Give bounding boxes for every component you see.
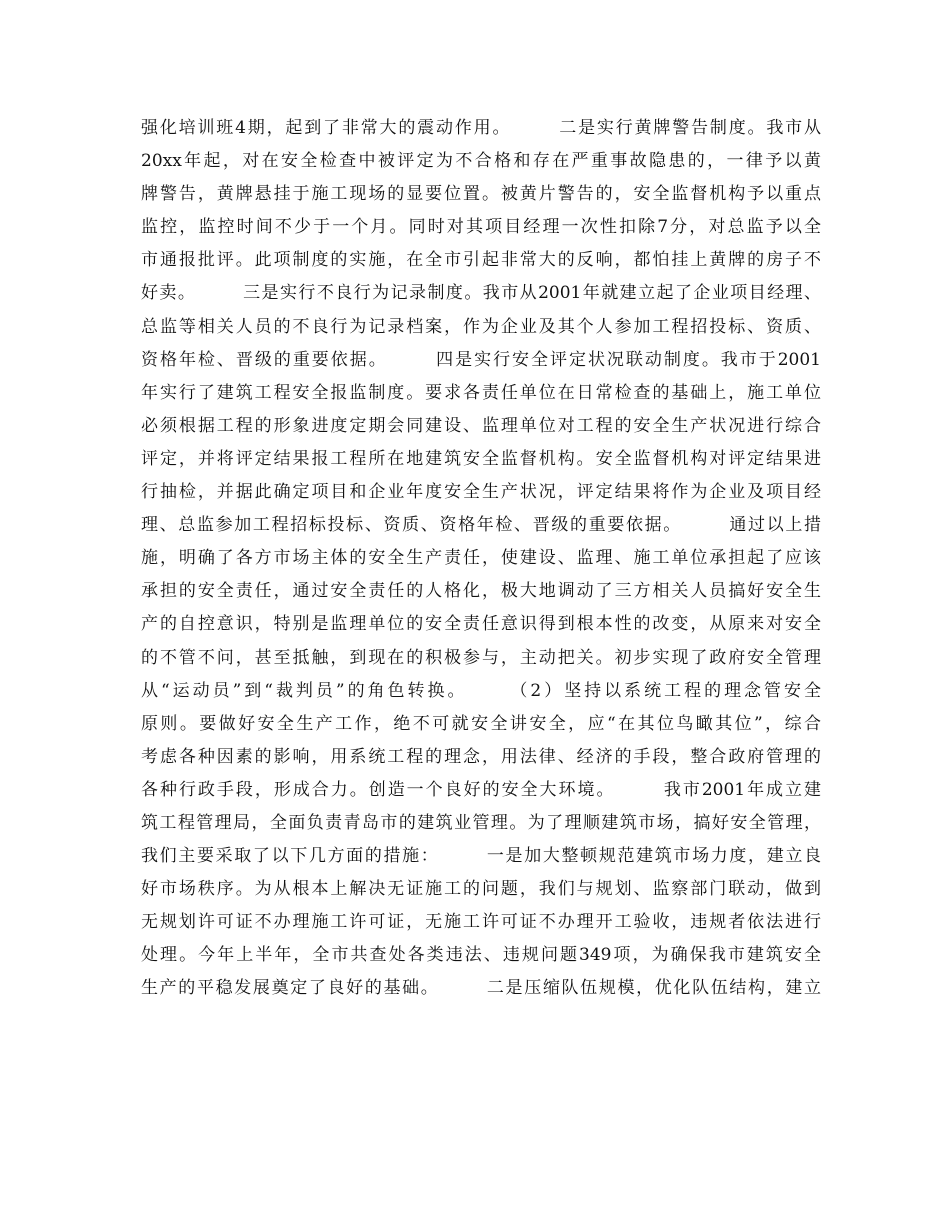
text-line: 考虑各种因素的影响，用系统工程的理念，用法律、经济的手段，整合政府管理的: [141, 746, 821, 767]
text-line: 从“运动员”到“裁判员”的角色转换。 （2）坚持以系统工程的理念管安全: [141, 680, 821, 701]
text-line: 产的自控意识，特别是监理单位的安全责任意识得到根本性的改变，从原来对安全: [141, 614, 821, 635]
text-line: 处理。今年上半年，全市共查处各类违法、违规问题349项，为确保我市建筑安全: [141, 945, 821, 966]
text-line: 评定，并将评定结果报工程所在地建筑安全监督机构。安全监督机构对评定结果进: [141, 448, 821, 469]
text-line: 承担的安全责任，通过安全责任的人格化，极大地调动了三方相关人员搞好安全生: [141, 581, 821, 602]
text-line: 资格年检、晋级的重要依据。 四是实行安全评定状况联动制度。我市于2001: [141, 349, 821, 370]
text-line: 好卖。 三是实行不良行为记录制度。我市从2001年就建立起了企业项目经理、: [141, 283, 821, 304]
text-line: 年实行了建筑工程安全报监制度。要求各责任单位在日常检查的基础上，施工单位: [141, 382, 821, 403]
text-line: 20xx年起，对在安全检查中被评定为不合格和存在严重事故隐患的，一律予以黄: [141, 151, 821, 172]
text-line: 生产的平稳发展奠定了良好的基础。 二是压缩队伍规模，优化队伍结构，建立: [141, 978, 821, 999]
text-line: 强化培训班4期，起到了非常大的震动作用。 二是实行黄牌警告制度。我市从: [141, 118, 821, 138]
text-line: 筑工程管理局，全面负责青岛市的建筑业管理。为了理顺建筑市场，搞好安全管理，: [141, 812, 821, 833]
body-text: [141, 112, 821, 1006]
text-line: 总监等相关人员的不良行为记录档案，作为企业及其个人参加工程招投标、资质、: [141, 316, 821, 337]
text-line: 原则。要做好安全生产工作，绝不可就安全讲安全，应“在其位鸟瞰其位”，综合: [141, 713, 821, 734]
text-line: 牌警告，黄牌悬挂于施工现场的显要位置。被黄片警告的，安全监督机构予以重点: [141, 184, 821, 205]
text-line: 监控，监控时间不少于一个月。同时对其项目经理一次性扣除7分，对总监予以全: [141, 217, 821, 238]
text-line: 我们主要采取了以下几方面的措施： 一是加大整顿规范建筑市场力度，建立良: [141, 846, 821, 867]
text-line: 无规划许可证不办理施工许可证，无施工许可证不办理开工验收，违规者依法进行: [141, 912, 821, 933]
text-line: 各种行政手段，形成合力。创造一个良好的安全大环境。 我市2001年成立建: [141, 779, 821, 800]
text-line: 市通报批评。此项制度的实施，在全市引起非常大的反响，都怕挂上黄牌的房子不: [141, 250, 821, 271]
text-line: 理、总监参加工程招标投标、资质、资格年检、晋级的重要依据。 通过以上措: [141, 515, 821, 536]
text-line: 必须根据工程的形象进度定期会同建设、监理单位对工程的安全生产状况进行综合: [141, 415, 821, 436]
text-line: 的不管不问，甚至抵触，到现在的积极参与，主动把关。初步实现了政府安全管理: [141, 647, 821, 668]
text-line: 行抽检，并据此确定项目和企业年度安全生产状况，评定结果将作为企业及项目经: [141, 482, 821, 503]
text-line: 施，明确了各方市场主体的安全生产责任，使建设、监理、施工单位承担起了应该: [141, 548, 821, 569]
text-line: 好市场秩序。为从根本上解决无证施工的问题，我们与规划、监察部门联动，做到: [141, 879, 821, 900]
